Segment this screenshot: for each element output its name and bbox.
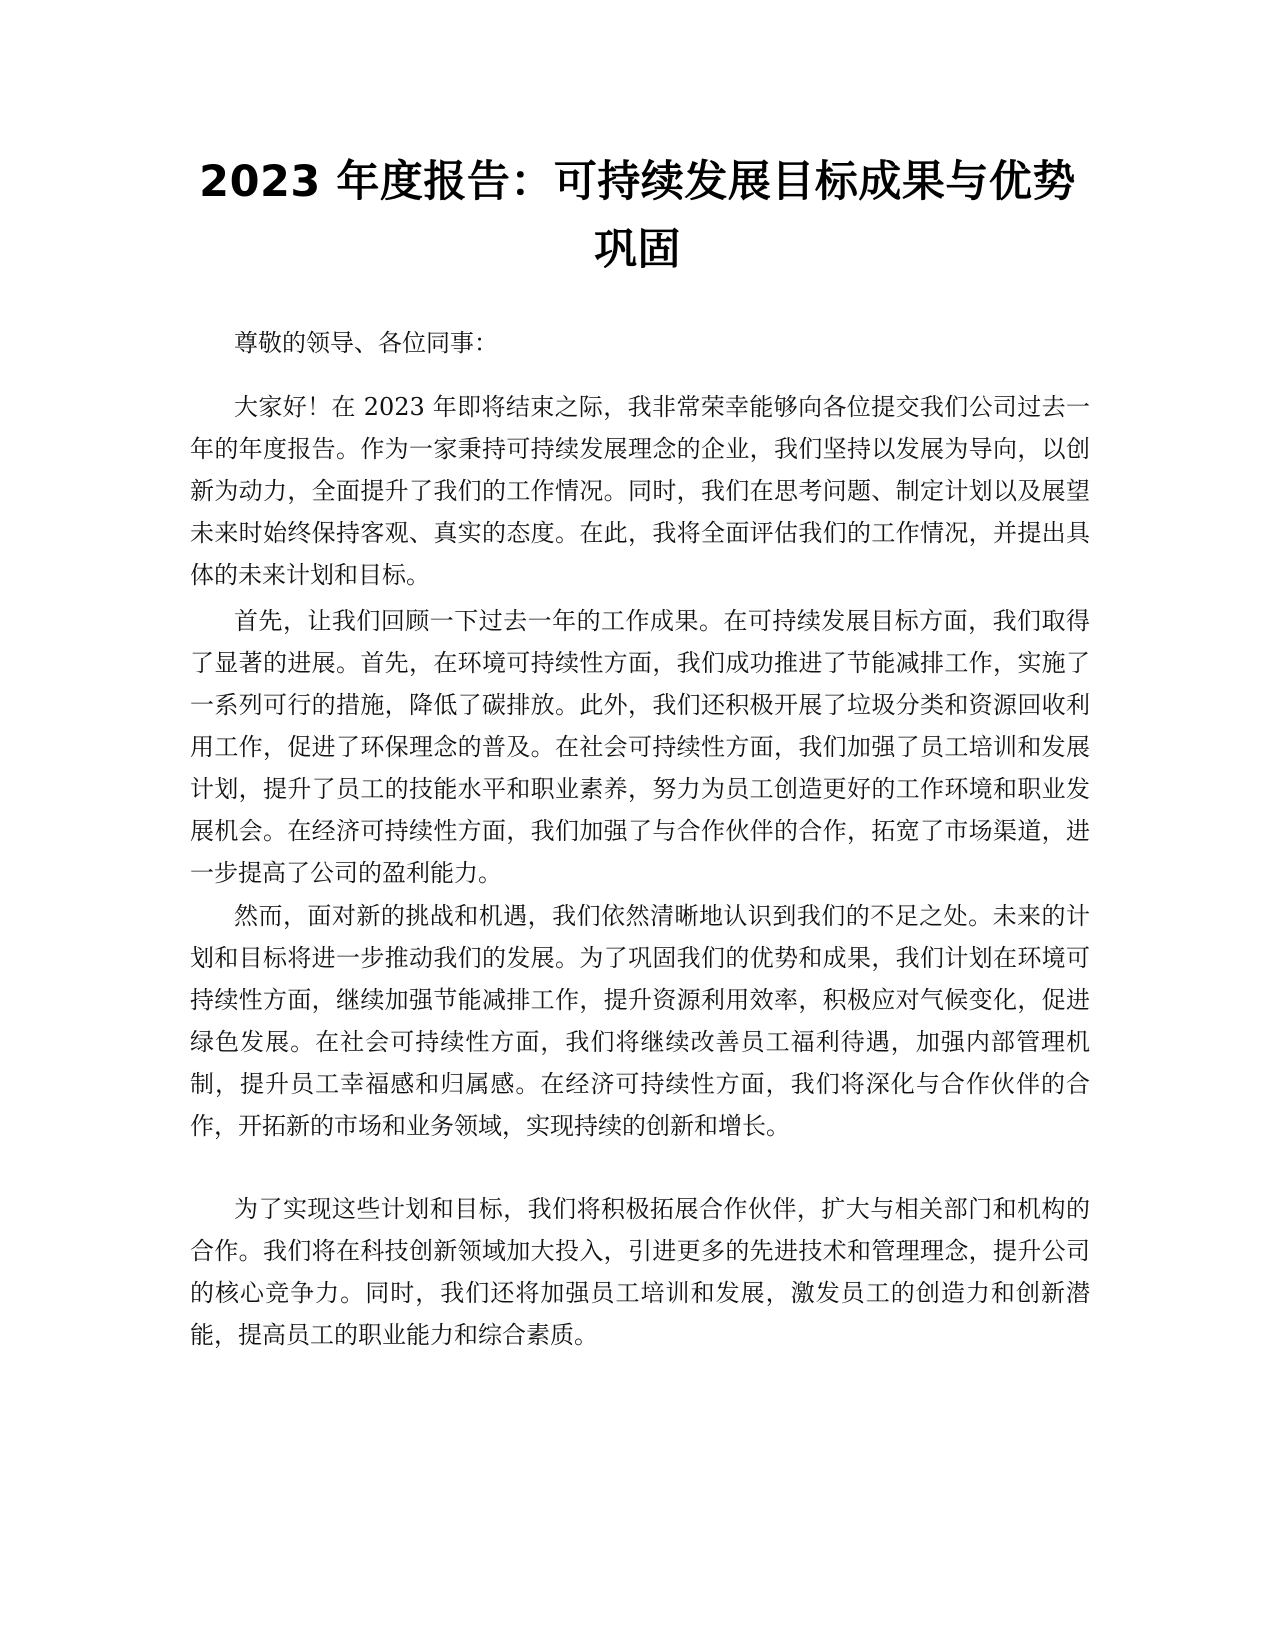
- paragraph-greeting: 大家好！在 2023 年即将结束之际，我非常荣幸能够向各位提交我们公司过去一年的年度报告。作为一家秉持可持续发展理念的企业，我们坚持以发展为导向，以创新为动力，全面提升了我们的工作情况。同时，我们在思考问题、制定计划以及展望未来时始终保持客观、真实的态度。在此，我将全面评估我们的工作情况，并提出具体的未来计划和目标。: [190, 393, 1090, 589]
- paragraph-future-plans: 然而，面对新的挑战和机遇，我们依然清晰地认识到我们的不足之处。未来的计划和目标将进一步推动我们的发展。为了巩固我们的优势和成果，我们计划在环境可持续性方面，继续加强节能减排工作，提升资源利用效率，积极应对气候变化，促进绿色发展。在社会可持续性方面，我们将继续改善员工福利待遇，加强内部管理机制，提升员工幸福感和归属感。在经济可持续性方面，我们将深化与合作伙伴的合作，开拓新的市场和业务领域，实现持续的创新和增长。: [190, 902, 1090, 1140]
- title-line-2: 巩固: [594, 225, 681, 275]
- salutation: 尊敬的领导、各位同事：: [234, 329, 498, 357]
- title-line-1: 2023 年度报告：可持续发展目标成果与优势: [199, 157, 1076, 207]
- document-title: [150, 148, 1125, 284]
- paragraph-implementation: 为了实现这些计划和目标，我们将积极拓展合作伙伴，扩大与相关部门和机构的合作。我们将在科技创新领域加大投入，引进更多的先进技术和管理理念，提升公司的核心竞争力。同时，我们还将加强员工培训和发展，激发员工的创造力和创新潜能，提高员工的职业能力和综合素质。: [190, 1195, 1090, 1349]
- paragraph-achievements: 首先，让我们回顾一下过去一年的工作成果。在可持续发展目标方面，我们取得了显著的进展。首先，在环境可持续性方面，我们成功推进了节能减排工作，实施了一系列可行的措施，降低了碳排放。此外，我们还积极开展了垃圾分类和资源回收利用工作，促进了环保理念的普及。在社会可持续性方面，我们加强了员工培训和发展计划，提升了员工的技能水平和职业素养，努力为员工创造更好的工作环境和职业发展机会。在经济可持续性方面，我们加强了与合作伙伴的合作，拓宽了市场渠道，进一步提高了公司的盈利能力。: [190, 607, 1090, 887]
